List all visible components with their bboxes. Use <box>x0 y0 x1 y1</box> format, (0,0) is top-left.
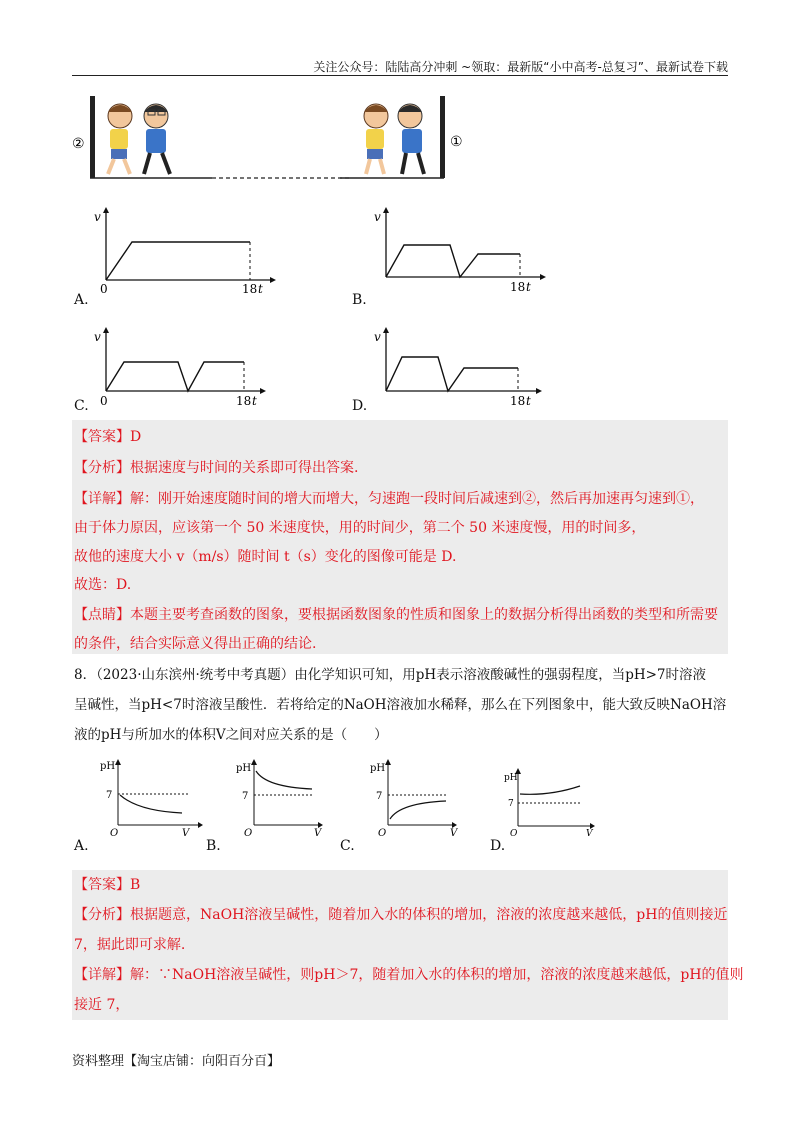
page-header: 关注公众号：陆陆高分冲刺 ~领取：最新版“小中高考-总复习”、最新试卷下载 <box>313 60 728 74</box>
q7-answer: 【答案】D <box>74 429 142 445</box>
svg-text:t: t <box>252 394 257 408</box>
scene-right-marker: ① <box>450 134 463 150</box>
q8-answer: 【答案】B <box>74 877 141 893</box>
q7-analysis: 【分析】根据速度与时间的关系即可得出答案. <box>74 460 359 476</box>
q7-detail-1: 【详解】解：刚开始速度随时间的增大而增大，匀速跑一段时间后减速到②，然后再加速再匀速到①， <box>74 491 704 507</box>
q7-option-c[interactable]: C. <box>74 398 89 414</box>
header-rule <box>72 75 728 76</box>
q7-graph-a <box>92 205 282 295</box>
running-scene-right <box>340 92 480 184</box>
q7-graph-d <box>372 325 562 415</box>
q8-option-c[interactable]: C. <box>340 838 355 854</box>
svg-text:7: 7 <box>106 790 113 801</box>
q7-graph-c <box>92 325 282 415</box>
svg-text:18: 18 <box>510 280 526 294</box>
svg-text:0: 0 <box>100 394 108 408</box>
svg-text:O: O <box>378 828 387 839</box>
svg-text:v: v <box>374 210 381 224</box>
q8-stem-1: 8．（2023·山东滨州·统考中考真题）由化学知识可知，用pH表示溶液酸碱性的强弱程度，当pH>7时溶液 <box>74 667 707 683</box>
q8-option-a[interactable]: A. <box>74 838 89 854</box>
q7-option-d[interactable]: D. <box>352 398 368 414</box>
page-footer: 资料整理【淘宝店铺：向阳百分百】 <box>72 1054 281 1069</box>
q7-choose: 故选：D. <box>74 577 132 593</box>
q8-analysis-1: 【分析】根据题意，NaOH溶液呈碱性，随着加入水的体积的增加，溶液的浓度越来越低，pH的值则接近 <box>74 907 728 923</box>
svg-text:pH: pH <box>504 773 518 783</box>
q7-comment-1: 【点睛】本题主要考查函数的图象，要根据函数图象的性质和图象上的数据分析得出函数的类型和所需要 <box>74 607 718 623</box>
q8-graph-a <box>98 757 208 839</box>
svg-text:t: t <box>258 282 263 295</box>
q7-option-b[interactable]: B. <box>352 292 367 308</box>
q8-detail-2: 接近 7， <box>74 997 130 1013</box>
svg-text:V: V <box>586 829 593 838</box>
svg-text:v: v <box>94 330 101 344</box>
svg-text:v: v <box>94 210 101 224</box>
svg-text:t: t <box>526 280 531 294</box>
q8-analysis-2: 7，据此即可求解. <box>74 937 186 953</box>
svg-text:pH: pH <box>236 763 252 774</box>
svg-text:V: V <box>314 828 322 839</box>
svg-text:7: 7 <box>242 791 249 802</box>
scene-left-marker: ② <box>72 136 85 152</box>
q7-comment-2: 的条件，结合实际意义得出正确的结论. <box>74 636 317 652</box>
q8-graph-d <box>500 766 600 838</box>
svg-text:18: 18 <box>242 282 258 295</box>
svg-text:0: 0 <box>100 282 108 295</box>
q8-graph-b <box>232 757 342 839</box>
svg-text:18: 18 <box>236 394 252 408</box>
svg-text:7: 7 <box>508 799 514 809</box>
q7-option-a[interactable]: A. <box>74 292 89 308</box>
q8-stem-3: 液的pH与所加水的体积V之间对应关系的是（ ） <box>74 727 388 743</box>
svg-text:18: 18 <box>510 394 526 408</box>
q8-stem-2: 呈碱性，当pH<7时溶液呈酸性．若将给定的NaOH溶液加水稀释，那么在下列图象中，能大致反映NaOH溶 <box>74 697 727 713</box>
q8-option-b[interactable]: B. <box>206 838 221 854</box>
svg-text:O: O <box>510 829 518 838</box>
svg-text:V: V <box>182 828 190 839</box>
q8-option-d[interactable]: D. <box>490 838 506 854</box>
q7-detail-3: 故他的速度大小 v（m/s）随时间 t（s）变化的图像可能是 D. <box>74 549 457 565</box>
q7-graph-b <box>372 205 562 295</box>
svg-text:O: O <box>110 828 119 839</box>
q8-graph-c <box>366 757 476 839</box>
svg-text:t: t <box>526 394 531 408</box>
svg-text:pH: pH <box>370 763 386 774</box>
svg-text:O: O <box>244 828 253 839</box>
svg-text:v: v <box>374 330 381 344</box>
svg-text:7: 7 <box>376 791 383 802</box>
svg-text:V: V <box>450 828 458 839</box>
svg-text:pH: pH <box>100 761 116 772</box>
q8-detail-1: 【详解】解：∵NaOH溶液呈碱性，则pH＞7，随着加入水的体积的增加，溶液的浓度越来越低，pH的值则 <box>74 967 744 983</box>
q7-detail-2: 由于体力原因，应该第一个 50 米速度快，用的时间少，第二个 50 米速度慢，用的时间多， <box>74 520 646 536</box>
